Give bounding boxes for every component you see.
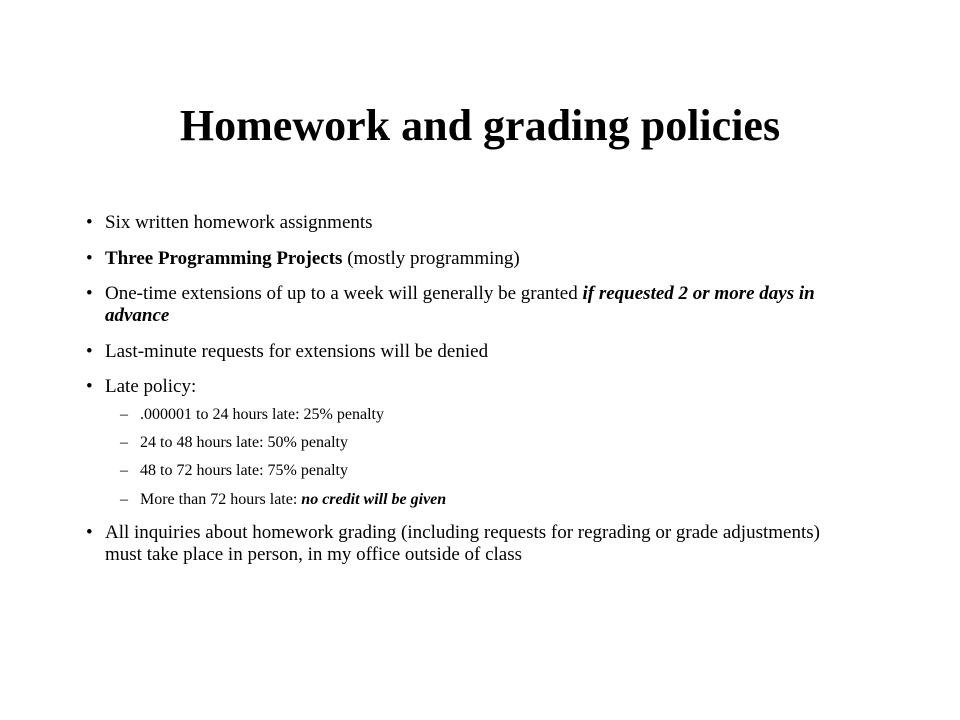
sub-text-plain: More than 72 hours late: — [140, 491, 302, 508]
bullet-text-plain: All inquiries about homework grading (including requests for regrading or grade adjustments) must take place in person, in my office outside of class — [105, 522, 820, 565]
bullet-text-bold: Three Programming Projects — [105, 248, 343, 269]
late-policy-item — [120, 433, 820, 453]
bullet-item-projects — [86, 248, 846, 270]
bullet-marker: • — [86, 212, 93, 233]
sub-text: 24 to 48 hours late: 50% penalty — [140, 434, 348, 451]
bullet-item-late-policy — [86, 376, 846, 398]
sub-marker: – — [120, 462, 128, 479]
bullet-text — [105, 522, 846, 566]
bullet-text — [105, 283, 846, 327]
bullet-text-plain: Six written homework assignments — [105, 212, 373, 233]
bullet-text — [105, 376, 846, 398]
bullet-marker: • — [86, 283, 93, 304]
bullet-text-plain: One-time extensions of up to a week will generally be granted — [105, 283, 583, 304]
bullet-marker: • — [86, 376, 93, 397]
bullet-text — [105, 248, 846, 270]
sub-text: .000001 to 24 hours late: 25% penalty — [140, 406, 384, 423]
bullet-text-plain: Last-minute requests for extensions will be denied — [105, 341, 489, 362]
bullet-text — [105, 341, 846, 363]
bullet-text-plain: Late policy: — [105, 376, 197, 397]
bullet-text-plain: (mostly programming) — [342, 248, 520, 269]
bullet-marker: • — [86, 522, 93, 543]
sub-text: 48 to 72 hours late: 75% penalty — [140, 462, 348, 479]
sub-marker: – — [120, 406, 128, 423]
sub-marker: – — [120, 491, 128, 508]
sub-text — [140, 490, 820, 510]
bullet-text — [105, 212, 846, 234]
late-policy-item — [120, 461, 820, 481]
slide-title: Homework and grading policies — [179, 101, 781, 150]
sub-marker: – — [120, 434, 128, 451]
bullet-marker: • — [86, 341, 93, 362]
bullet-text-emphasis: if requested 2 or more days in advance — [105, 283, 815, 326]
bullet-item-inquiries — [86, 522, 846, 566]
bullet-marker: • — [86, 248, 93, 269]
bullet-item-homework — [86, 212, 846, 234]
late-policy-item — [120, 490, 820, 510]
bullet-item-last-minute — [86, 341, 846, 363]
sub-text-emphasis: no credit will be given — [301, 491, 447, 508]
late-policy-item — [120, 405, 820, 425]
bullet-item-extensions — [86, 283, 846, 327]
